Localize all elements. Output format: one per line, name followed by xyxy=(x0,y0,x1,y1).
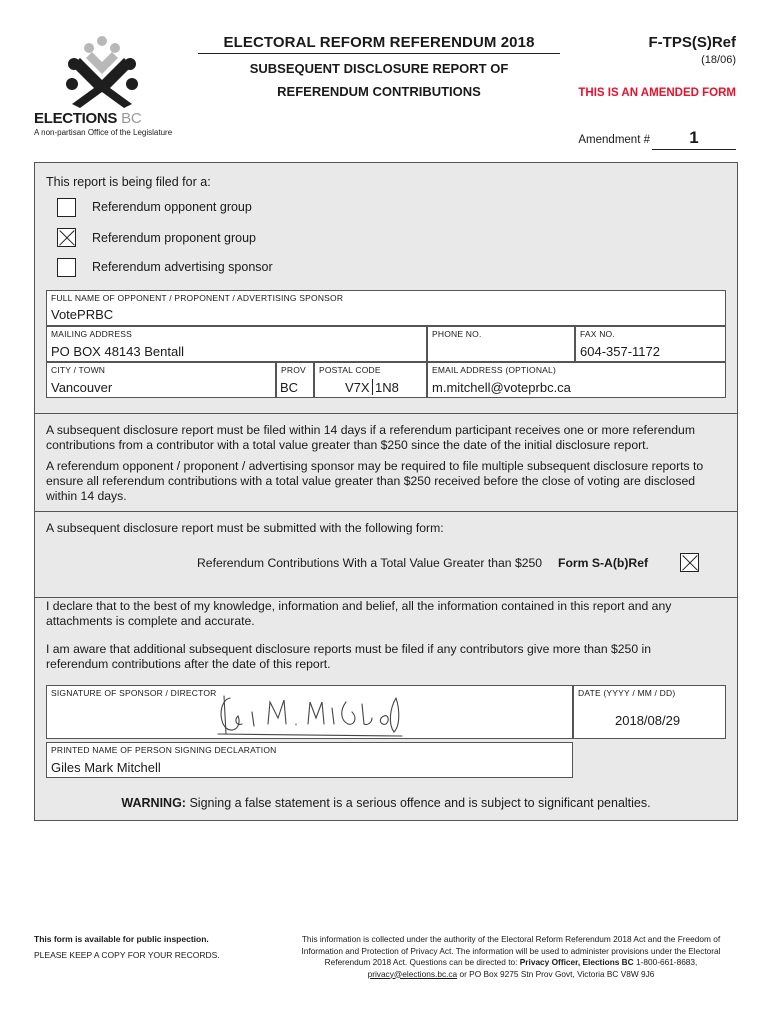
option-advertising-label: Referendum advertising sponsor xyxy=(92,260,273,274)
filed-for-label: This report is being filed for a: xyxy=(46,175,211,189)
postal-code-field[interactable] xyxy=(314,362,427,398)
warning-text: Signing a false statement is a serious offence and is subject to significant penalties. xyxy=(189,796,651,810)
privacy-line3 xyxy=(286,957,736,969)
elections-bc-logo-icon xyxy=(62,34,144,110)
signature-label: SIGNATURE OF SPONSOR / DIRECTOR xyxy=(51,688,217,698)
printed-name-label: PRINTED NAME OF PERSON SIGNING DECLARATION xyxy=(51,745,277,755)
postal-code-part1: V7X xyxy=(345,380,370,395)
date-field[interactable] xyxy=(573,685,726,739)
form-subtitle-line2: REFERENDUM CONTRIBUTIONS xyxy=(277,84,481,99)
sponsor-name-label: FULL NAME OF OPPONENT / PROPONENT / ADVERTISING SPONSOR xyxy=(51,293,344,303)
declaration-p1-line1: I declare that to the best of my knowledge, information and belief, all the information contained in this report and any xyxy=(46,599,672,613)
province-label: PROV xyxy=(281,365,306,375)
email-value: m.mitchell@voteprbc.ca xyxy=(432,380,571,395)
submission-intro: A subsequent disclosure report must be submitted with the following form: xyxy=(46,521,444,535)
printed-name-value: Giles Mark Mitchell xyxy=(51,760,161,775)
logo-tagline: A non-partisan Office of the Legislature xyxy=(34,128,173,137)
phone-label: PHONE NO. xyxy=(432,329,482,339)
handwritten-signature-icon xyxy=(212,690,408,742)
privacy-line2: Information and Protection of Privacy Act. The information will be used to administer provisions under the Electoral xyxy=(301,945,721,956)
warning-label: WARNING: xyxy=(121,796,186,810)
notice-p1-line2: contributions from a contributor with a total value greater than $250 since the date of the initial disclosure report. xyxy=(46,438,649,452)
email-label: EMAIL ADDRESS (OPTIONAL) xyxy=(432,365,556,375)
mailing-address-field[interactable] xyxy=(46,326,427,362)
declaration-p1-line2: attachments is complete and accurate. xyxy=(46,614,255,628)
fax-field[interactable] xyxy=(575,326,726,362)
checkbox-proponent-group[interactable] xyxy=(57,228,76,247)
date-label: DATE (YYYY / MM / DD) xyxy=(578,688,676,698)
privacy-email-link[interactable]: privacy@elections.bc.ca xyxy=(367,968,458,979)
declaration-paragraph-2 xyxy=(46,642,734,672)
form-title: ELECTORAL REFORM REFERENDUM 2018 xyxy=(198,34,560,54)
submission-form-name: Form S-A(b)Ref xyxy=(558,556,649,570)
declaration-p2-line1: I am aware that additional subsequent disclosure reports must be filed if any contributors give more than $250 in xyxy=(46,642,651,656)
notice-paragraph-1 xyxy=(46,423,734,453)
mailing-address-label: MAILING ADDRESS xyxy=(51,329,132,339)
city-value: Vancouver xyxy=(51,380,113,395)
form-code: F-TPS(S)Ref xyxy=(648,34,736,51)
email-field[interactable] xyxy=(427,362,726,398)
sponsor-name-value: VotePRBC xyxy=(51,307,114,322)
city-label: CITY / TOWN xyxy=(51,365,106,375)
amendment-number-field[interactable]: 1 xyxy=(652,128,736,150)
postal-code-part2: 1N8 xyxy=(375,380,399,395)
public-inspection-notice: This form is available for public inspection. xyxy=(34,934,209,944)
declaration-p2-line2: referendum contributions after the date of this report. xyxy=(46,657,331,671)
notice-p1-line1: A subsequent disclosure report must be filed within 14 days if a referendum participant receives one or more referendum xyxy=(46,423,695,437)
logo-wordmark xyxy=(34,110,141,127)
amended-notice: THIS IS AN AMENDED FORM xyxy=(578,87,736,99)
checkbox-form-sab-ref[interactable] xyxy=(680,553,699,572)
checkbox-opponent-group[interactable] xyxy=(57,198,76,217)
privacy-line1: This information is collected under the authority of the Electoral Reform Referendum 2018 Act and the Freedom of xyxy=(301,934,721,944)
option-opponent-label: Referendum opponent group xyxy=(92,200,252,214)
checkmark-x-icon xyxy=(681,554,698,571)
checkbox-advertising-sponsor[interactable] xyxy=(57,258,76,277)
option-proponent-label: Referendum proponent group xyxy=(92,231,257,245)
notice-p2-line1: A referendum opponent / proponent / advertising sponsor may be required to file multiple subsequent disclosure reports to xyxy=(46,459,704,473)
declaration-paragraph-1 xyxy=(46,599,734,629)
sponsor-name-field[interactable] xyxy=(46,290,726,326)
privacy-phone: 1-800-661-8683, xyxy=(635,957,698,967)
fax-label: FAX NO. xyxy=(580,329,615,339)
mailing-address-value: PO BOX 48143 Bentall xyxy=(51,344,184,359)
logo-name-suffix: BC xyxy=(121,110,142,127)
postal-code-divider xyxy=(372,379,373,395)
postal-code-label: POSTAL CODE xyxy=(319,365,381,375)
submission-form-description: Referendum Contributions With a Total Value Greater than $250 xyxy=(197,556,543,570)
privacy-officer: Privacy Officer, Elections BC xyxy=(519,957,634,967)
form-version: (18/06) xyxy=(701,54,736,66)
city-field[interactable] xyxy=(46,362,276,398)
notice-p2-line2: ensure all referendum contributions with a total value greater than $250 received before the close of voting are disclosed xyxy=(46,474,696,488)
province-value: BC xyxy=(280,380,299,395)
province-field[interactable] xyxy=(276,362,314,398)
checkmark-x-icon xyxy=(58,229,75,246)
amendment-label: Amendment # xyxy=(578,134,650,146)
date-value: 2018/08/29 xyxy=(615,713,681,728)
privacy-address: or PO Box 9275 Stn Prov Govt, Victoria BC V8W 9J6 xyxy=(459,968,655,979)
privacy-line3-text: Referendum 2018 Act. Questions can be directed to: xyxy=(324,957,518,967)
notice-paragraph-2 xyxy=(46,459,734,504)
warning-statement xyxy=(35,796,737,811)
logo-name: ELECTIONS xyxy=(34,110,118,127)
fax-value: 604-357-1172 xyxy=(580,344,660,359)
privacy-notice xyxy=(286,934,736,980)
phone-field[interactable] xyxy=(427,326,575,362)
privacy-line4 xyxy=(286,969,736,981)
printed-name-field[interactable] xyxy=(46,742,573,778)
keep-copy-notice: PLEASE KEEP A COPY FOR YOUR RECORDS. xyxy=(34,950,220,960)
notice-p2-line3: within 14 days. xyxy=(46,489,127,503)
form-subtitle-line1: SUBSEQUENT DISCLOSURE REPORT OF xyxy=(249,61,509,76)
